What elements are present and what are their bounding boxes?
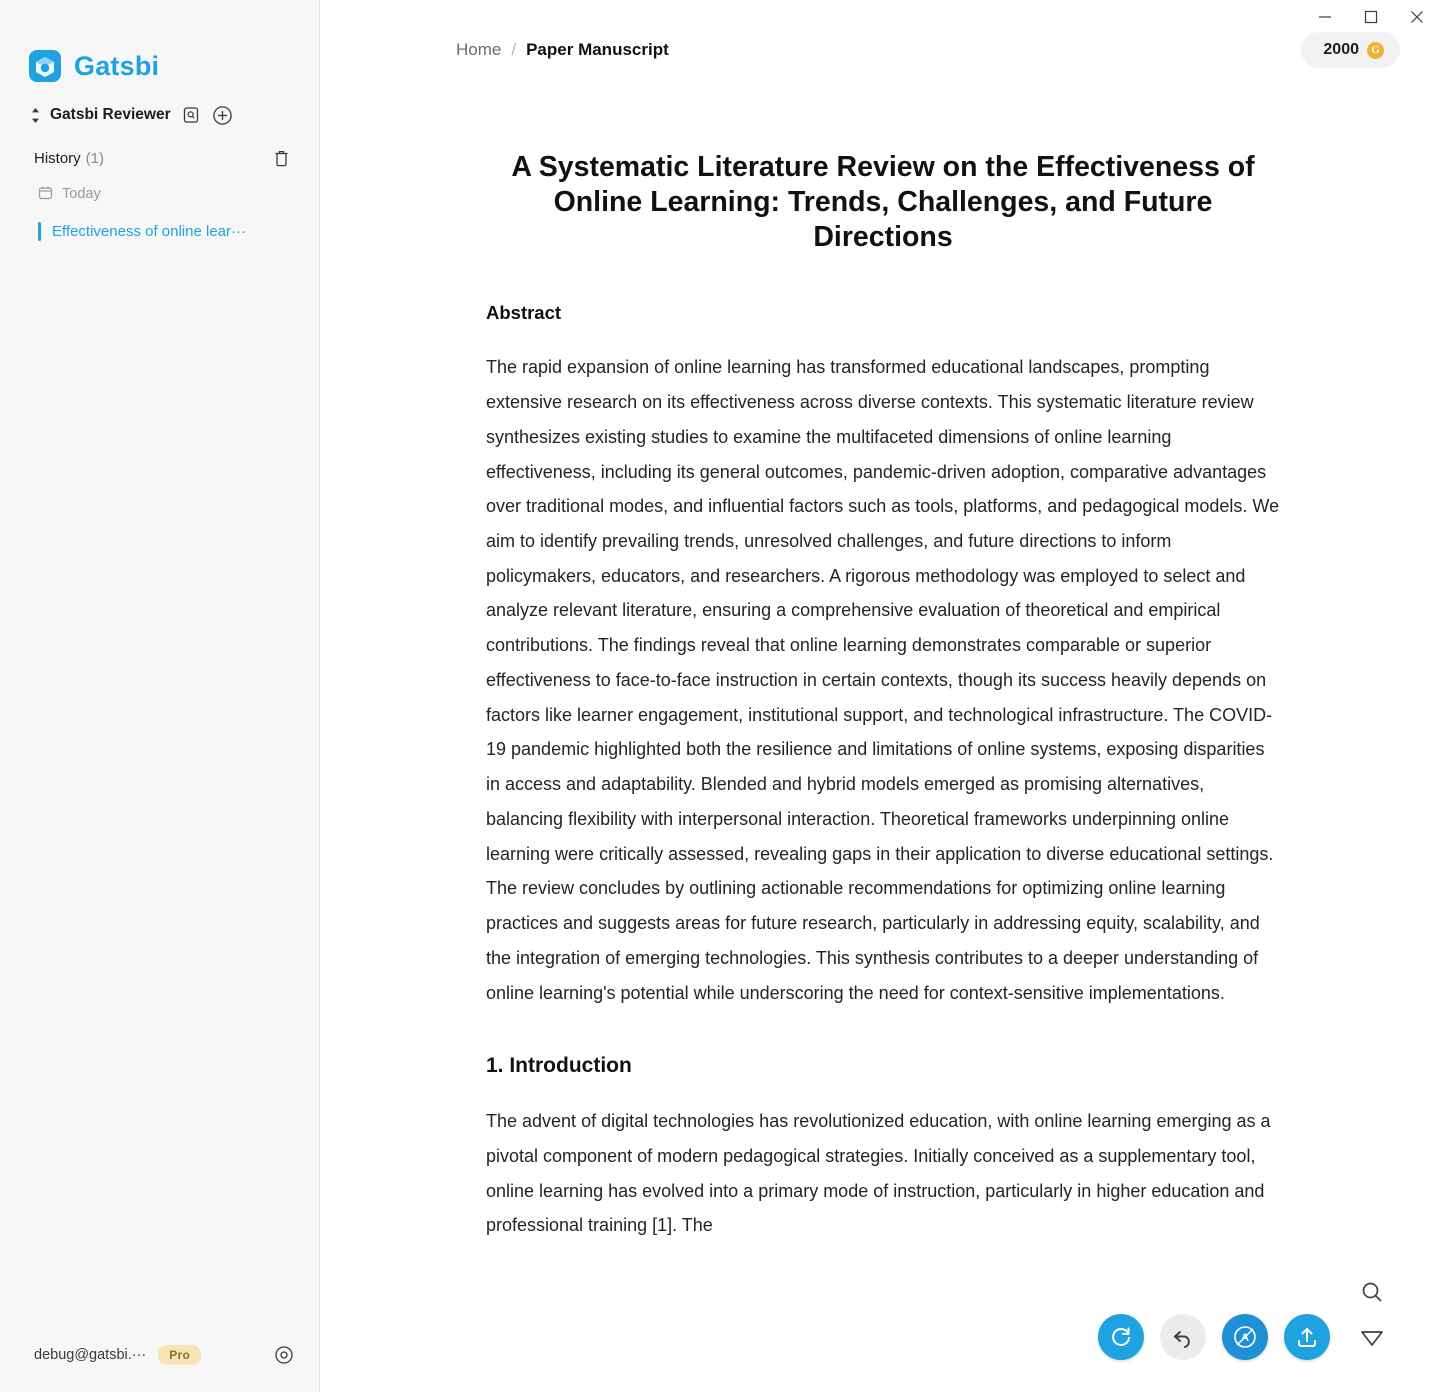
- brand[interactable]: [0, 0, 319, 92]
- sort-updown-icon: [28, 106, 42, 124]
- history-section-header: [0, 132, 319, 170]
- today-group-header: [0, 170, 319, 204]
- document-tools: [1358, 1278, 1386, 1352]
- breadcrumb: [456, 40, 669, 60]
- history-label: History: [34, 149, 81, 167]
- sidebar-item-chat-effectiveness[interactable]: [38, 218, 319, 244]
- chat-item-label: Effectiveness of online lear···: [52, 222, 246, 240]
- workspace-selector[interactable]: [0, 92, 319, 132]
- sidebar-footer: [0, 1318, 320, 1392]
- user-email[interactable]: debug@gatsbi.···: [34, 1347, 147, 1363]
- action-bar: [1098, 1314, 1330, 1360]
- today-label: Today: [62, 186, 101, 202]
- introduction-heading: 1. Introduction: [486, 1054, 632, 1078]
- abstract-paragraph: The rapid expansion of online learning has transformed educational landscapes, prompting extensive research on its effectiveness across diverse contexts. This systematic literature review synthesizes existing studies to examine the multifaceted dimensions of online learning effectiveness, including its general outcomes, pandemic-driven adoption, comparative advantages over traditional modes, and influential factors such as tools, platforms, and pedagogical models. We aim to identify prevailing trends, unresolved challenges, and future directions to inform policymakers, educators, and researchers. A rigorous methodology was employed to select and analyze relevant literature, ensuring a comprehensive evaluation of theoretical and empirical contributions. The findings reveal that online learning demonstrates comparable or superior effectiveness to face-to-face instruction in certain contexts, though its success heavily depends on factors like learner engagement, institutional support, and technological infrastructure. The COVID-19 pandemic highlighted both the resilience and limitations of online systems, exposing disparities in access and adaptability. Blended and hybrid models emerged as promising alternatives, balancing flexibility with interpersonal interaction. Theoretical frameworks underpinning online learning were critically assessed, revealing gaps in their application to diverse educational settings. The review concludes by outlining actionable recommendations for optimizing online learning practices and suggests areas for future research, particularly in addressing equity, scalability, and the integration of emerging technologies. This synthesis contributes to a deeper understanding of online learning's potential while underscoring the need for context-sensitive implementations.: [486, 357, 1280, 1003]
- regenerate-button[interactable]: [1098, 1314, 1144, 1360]
- abstract-heading: Abstract: [486, 302, 562, 324]
- sidebar: [0, 0, 320, 1392]
- window-controls: [1302, 0, 1440, 34]
- gatsbi-logo-icon: [28, 49, 62, 83]
- workspace-search-icon[interactable]: [179, 103, 203, 127]
- search-icon[interactable]: [1358, 1278, 1386, 1306]
- workspace-label: Gatsbi Reviewer: [50, 106, 171, 123]
- history-count: (1): [85, 149, 105, 167]
- main-panel: [320, 0, 1440, 1392]
- calendar-icon: [38, 185, 53, 204]
- breadcrumb-separator: /: [511, 40, 517, 59]
- clear-history-icon[interactable]: [269, 146, 293, 170]
- credits-badge[interactable]: [1301, 32, 1400, 68]
- coin-icon: G: [1367, 42, 1384, 59]
- brand-name: Gatsbi: [74, 50, 160, 81]
- breadcrumb-current: Paper Manuscript: [526, 40, 669, 59]
- undo-button[interactable]: [1160, 1314, 1206, 1360]
- ai-assistant-button[interactable]: [1222, 1314, 1268, 1360]
- active-indicator: [38, 222, 41, 241]
- page-title: A Systematic Literature Review on the Effectiveness of Online Learning: Trends, Challenges, and Future Directions: [511, 151, 1255, 253]
- pro-badge: Pro: [158, 1345, 201, 1365]
- svg-text:A: A: [1241, 1332, 1249, 1344]
- document-viewer[interactable]: [320, 100, 1440, 1392]
- breadcrumb-home[interactable]: Home: [456, 40, 502, 59]
- topbar: [320, 0, 1440, 100]
- maximize-window-button[interactable]: [1348, 0, 1394, 34]
- introduction-paragraph: The advent of digital technologies has revolutionized education, with online learning emerging as a pivotal component of modern pedagogical strategies. Initially conceived as a supplementary tool, online learning has evolved into a primary mode of instruction, particularly in higher education and professional training [1]. The: [486, 1111, 1271, 1236]
- chevron-down-icon[interactable]: [1358, 1324, 1386, 1352]
- settings-gear-icon[interactable]: [272, 1343, 296, 1367]
- close-window-button[interactable]: [1394, 0, 1440, 34]
- new-chat-icon[interactable]: [211, 103, 235, 127]
- credits-value: 2000: [1323, 41, 1359, 58]
- export-button[interactable]: [1284, 1314, 1330, 1360]
- minimize-window-button[interactable]: [1302, 0, 1348, 34]
